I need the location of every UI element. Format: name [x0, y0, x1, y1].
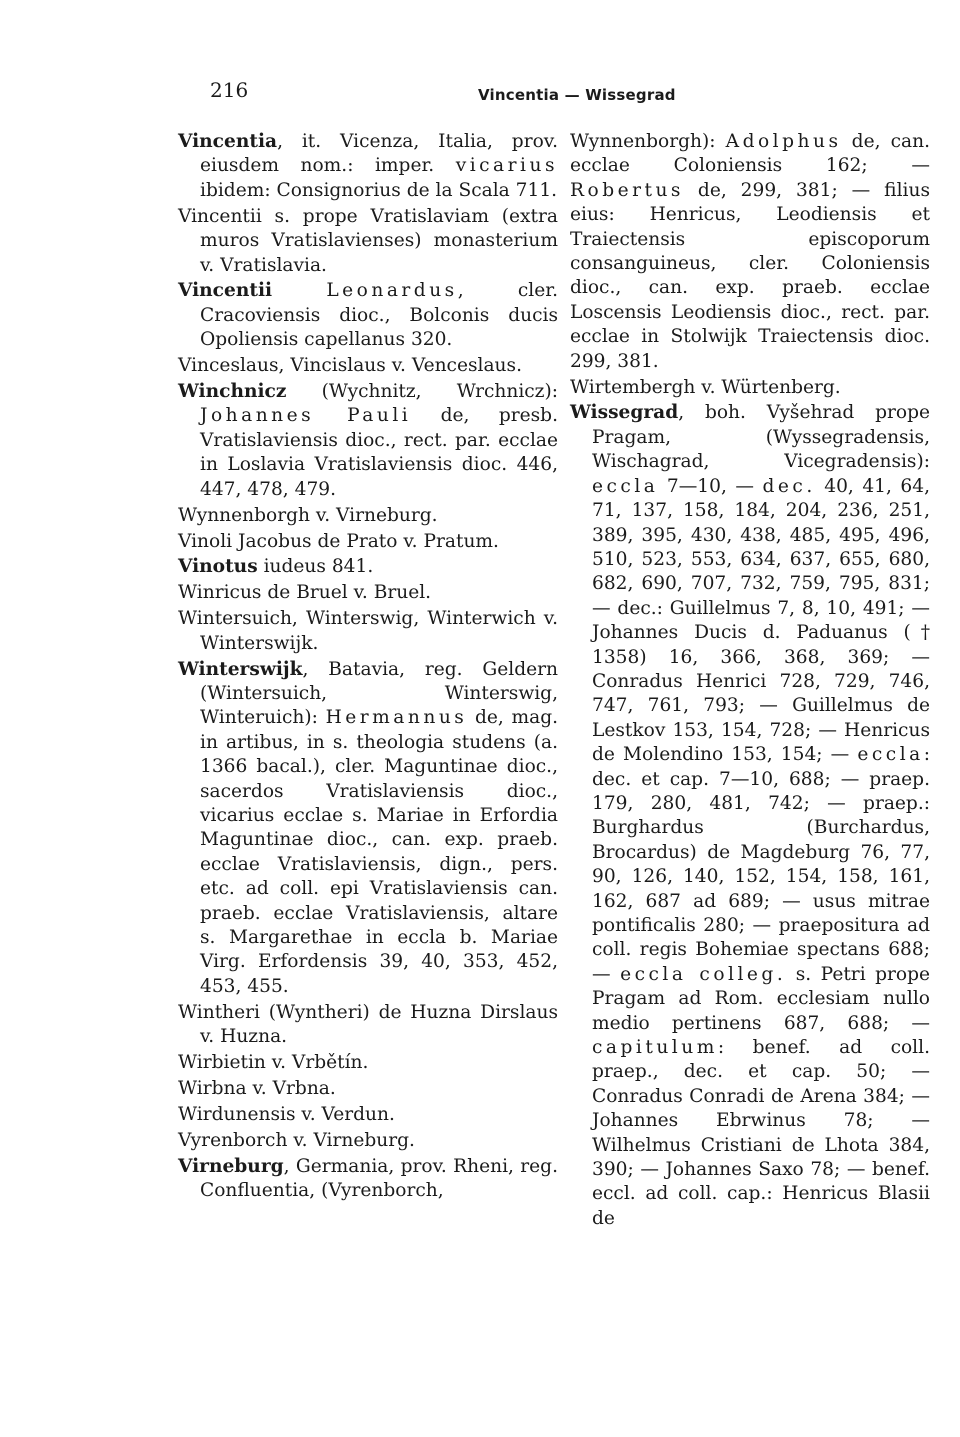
entry-text: Wirtembergh v. Würtenberg. [570, 376, 841, 398]
entry-text: de, 299, 381; — filius eius: Henricus, Leodiensis et Traiectensis episcoporum consanguineus, cler. Coloniensis dioc., can. exp. praeb. ecclae Loscensis Leodiensis dioc., rect. par. ecclae in Stolwijk Traiectensis dioc. 299, 381. [570, 179, 930, 372]
entry-headword: Wissegrad [570, 402, 679, 424]
entry-headword: Winchnicz [178, 381, 287, 403]
dictionary-entry [178, 1001, 558, 1050]
entry-text: iudeus 841. [257, 556, 374, 578]
entry-text: de, presb. Vratislaviensis dioc., rect. par. ecclae in Loslavia Vratislaviensis dioc. 446, 447, 478, 479. [200, 405, 558, 500]
entry-text: Winricus de Bruel v. Bruel. [178, 582, 432, 604]
entry-text: de, mag. in artibus, in s. theologia studens (a. 1366 bacal.), cler. Maguntinae dioc., sacerdos Vratislaviensis dioc., vicarius ecclae s. Mariae in Erfordia Maguntinae dioc., can. exp. praeb. ecclae Vratislaviensis, dign., pers. etc. ad coll. epi Vratislaviensis can. praeb. ecclae Vratislaviensis, altare s. Margarethae in eccla b. Mariae Virg. Erfordensis 39, 40, 353, 452, 453, 455. [200, 707, 559, 997]
dictionary-entry [178, 581, 558, 605]
dictionary-entry [570, 376, 930, 400]
entry-headword: Vincentii [178, 280, 273, 302]
entry-headword: Virneburg [178, 1155, 284, 1177]
entry-text: Vyrenborch v. Virneburg. [178, 1129, 415, 1151]
dictionary-entry [178, 658, 558, 1000]
spaced-name: Hermannus [325, 707, 468, 729]
entry-text: Wynnenborgh): [570, 131, 726, 152]
right-column [570, 130, 930, 1233]
spaced-name: vicarius [455, 155, 558, 177]
entry-text: de, can. ecclae Coloniensis 162; — [570, 131, 930, 177]
entry-text: Wintheri (Wyntheri) de Huzna Dirslaus v. Huzna. [178, 1001, 558, 1048]
dictionary-entry [178, 504, 558, 528]
dictionary-entry [178, 530, 558, 554]
dictionary-entry [178, 555, 558, 579]
dictionary-entry [178, 380, 558, 502]
spaced-name: eccla [592, 475, 659, 497]
entry-headword: Vinotus [178, 556, 258, 578]
spaced-name: Adolphus [725, 131, 842, 152]
entry-text: : dec. et cap. 7—10, 688; — praep. 179, 280, 481, 742; — praep.: Burghardus (Burchardus, Brocardus) de Magdeburg 76, 77, 90, 126, 140, 152, 154, 158, 161, 162, 687 ad 689; — usus mitrae pontificalis 280; — praepositura ad coll. regis Bohemiae spectans 688; — [592, 744, 930, 985]
spaced-name: eccla [857, 744, 924, 766]
entry-text: Vinoli Jacobus de Prato v. Pratum. [178, 530, 499, 552]
entry-text: ibidem: Consignorius de la Scala 711. [200, 179, 558, 201]
dictionary-entry [570, 130, 930, 374]
running-head: Vincentia — Wissegrad [478, 86, 676, 104]
entry-text: (Wychnitz, Wrchnicz): [286, 381, 558, 403]
spaced-name: Robertus [570, 179, 684, 201]
dictionary-entry [570, 401, 930, 1231]
entry-headword: Vincentia [178, 131, 278, 152]
entry-text: , boh. Vyšehrad prope Pragam, (Wyssegradensis, Wischagrad, Vicegradensis): [592, 402, 930, 473]
entry-text: : benef. ad coll. praep., dec. et cap. 50; — Conradus Conradi de Arena 384; — Johannes Ebrwinus 78; — Wilhelmus Cristiani de Lhota 384, 390; — Johannes Saxo 78; — benef. eccl. ad coll. cap.: Henricus Blasii de [592, 1037, 930, 1229]
entry-text: Wintersuich, Winterswig, Winterwich v. Winterswijk. [178, 608, 558, 654]
dictionary-entry [178, 354, 558, 378]
entry-text: Vincentii s. prope Vratislaviam (extra muros Vratislavienses) monasterium v. Vratislavia. [178, 205, 558, 276]
spaced-name: Johannes Pauli [200, 405, 412, 427]
spaced-name: capitulum [592, 1037, 718, 1059]
dictionary-entry [178, 130, 558, 203]
entry-text: , cler. Cracoviensis dioc., Bolconis ducis Opoliensis capellanus 320. [200, 280, 558, 351]
entry-headword: Winterswijk [178, 658, 303, 680]
entry-text: Wirdunensis v. Verdun. [178, 1103, 395, 1125]
entry-text: , Germania, prov. Rheni, reg. Confluentia, (Vyrenborch, [200, 1155, 558, 1202]
dictionary-entry [178, 1103, 558, 1127]
entry-text: , it. Vicenza, Italia, prov. eiusdem nom.: imper. [200, 131, 558, 177]
dictionary-entry [178, 205, 558, 278]
entry-text [272, 280, 326, 301]
left-column [178, 130, 558, 1205]
dictionary-entry [178, 1051, 558, 1075]
entry-text: Vinceslaus, Vincislaus v. Venceslaus. [178, 355, 522, 377]
dictionary-entry [178, 279, 558, 352]
dictionary-entry [178, 1155, 558, 1204]
spaced-name: dec. [762, 475, 816, 497]
dictionary-entry [178, 607, 558, 656]
entry-text: 7—10, — [658, 475, 763, 497]
page-number: 216 [210, 78, 249, 102]
entry-text: , Batavia, reg. Geldern (Wintersuich, Winterswig, Winteruich): [200, 658, 558, 729]
dictionary-entry [178, 1129, 558, 1153]
entry-text: 40, 41, 64, 71, 137, 158, 184, 204, 236, 251, 389, 395, 430, 438, 485, 495, 496, 510, 523, 553, 634, 637, 655, 680, 682, 690, 707, 732, 759, 795, 831; — dec.: Guillelmus 7, 8, 10, 491; — Johannes Ducis d. Paduanus († 1358) 16, 366, 368, 369; — Conradus Henrici 728, 729, 746, 747, 761, 793; — Guillelmus de Lestkov 153, 154, 728; — Henricus de Molendino 153, 154; — [592, 475, 930, 766]
entry-text: s. Petri prope Pragam ad Rom. ecclesiam nullo medio pertinens 687, 688; — [592, 963, 931, 1034]
spaced-name: eccla colleg. [620, 963, 787, 985]
entry-text: Wirbietin v. Vrbětín. [178, 1052, 369, 1074]
entry-text: Wynnenborgh v. Virneburg. [178, 504, 438, 526]
spaced-name: Leonardus [326, 280, 458, 302]
entry-text: Wirbna v. Vrbna. [178, 1077, 336, 1099]
dictionary-entry [178, 1077, 558, 1101]
